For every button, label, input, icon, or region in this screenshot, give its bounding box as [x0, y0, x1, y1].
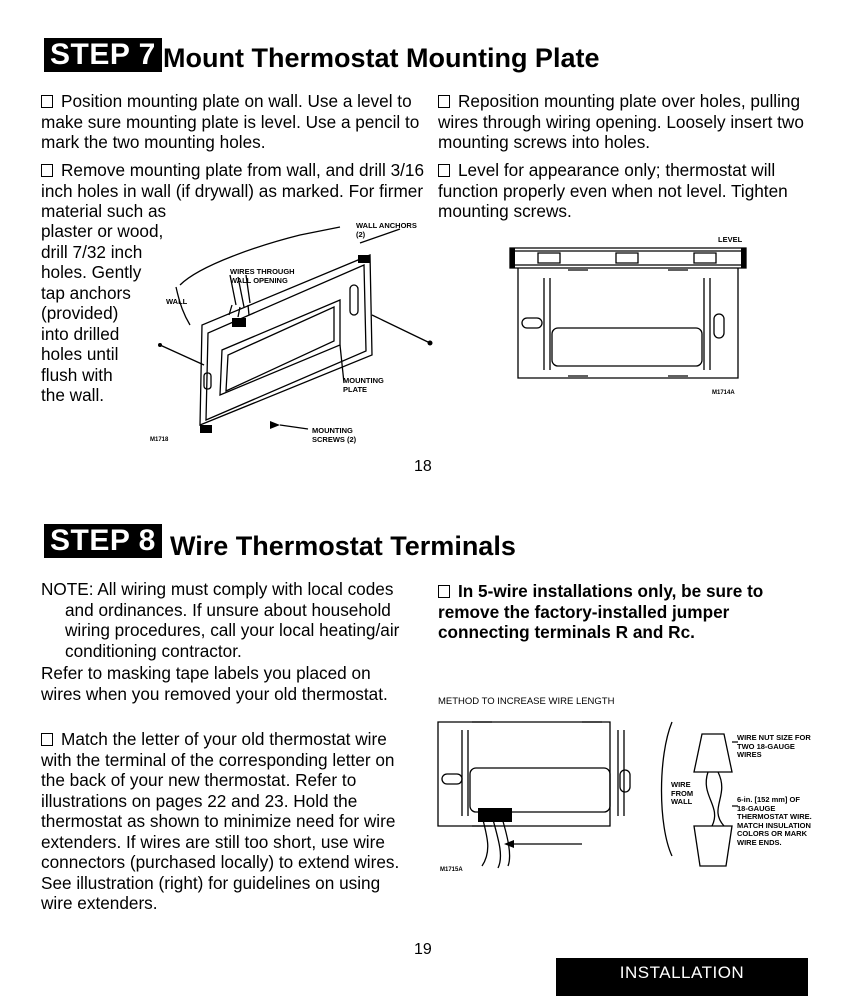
fig3-label-wire-from-wall: WIRE FROM WALL: [671, 780, 694, 806]
step7-title: Mount Thermostat Mounting Plate: [163, 43, 600, 73]
fig1-label-mounting-screws: MOUNTING SCREWS (2): [312, 426, 357, 444]
text-line: the wall.: [41, 385, 105, 405]
level-plate-illustration: [508, 244, 748, 384]
fig1-label-wall: WALL: [166, 297, 188, 306]
page-number-19: 19: [414, 941, 432, 958]
step8-note: NOTE: All wiring must comply with local codes and ordinances. If unsure about household wiring procedures, call your local heating/air conditioning contractor.: [41, 579, 400, 661]
step7-right-para2: Level for appearance only; thermostat will function properly even when not level. Tighten mounting screws.: [438, 160, 788, 221]
checkbox-icon: [438, 164, 450, 177]
fig3-label-wire-nut: WIRE NUT SIZE FOR TWO 18-GAUGE WIRES: [737, 733, 811, 759]
checkbox-icon: [41, 95, 53, 108]
fig3-caption: METHOD TO INCREASE WIRE LENGTH: [438, 696, 615, 707]
checkbox-icon: [41, 164, 53, 177]
text-line: flush with: [41, 364, 113, 385]
step8-jumper-para: In 5-wire installations only, be sure to remove the factory-installed jumper connecting terminals R and Rc.: [438, 581, 764, 642]
checkbox-icon: [438, 585, 450, 598]
installation-section-tab: INSTALLATION: [556, 958, 808, 996]
step7-left-para1: Position mounting plate on wall. Use a level to make sure mounting plate is level. Use a pencil to mark the two mounting holes.: [41, 91, 420, 152]
page-number-18: 18: [414, 458, 432, 475]
step7-left-para2: Remove mounting plate from wall, and drill 3/16 inch holes in wall (if drywall) as marked. For firmer material such as: [41, 160, 425, 221]
text-line: holes. Gently: [41, 262, 142, 282]
step8-refer: Refer to masking tape labels you placed on wires when you removed your old thermostat.: [41, 663, 388, 704]
step8-badge: STEP 8: [44, 524, 162, 558]
step7-badge: STEP 7: [44, 38, 162, 72]
fig3-code: M1715A: [440, 867, 463, 873]
text-line: plaster or wood,: [41, 221, 164, 241]
checkbox-icon: [41, 733, 53, 746]
fig2-label-level: LEVEL: [718, 235, 743, 244]
fig1-label-wall-anchors: WALL ANCHORS (2): [356, 221, 417, 239]
fig1-label-wires-through: WIRES THROUGH WALL OPENING: [230, 267, 295, 285]
step8-match-para: Match the letter of your old thermostat wire with the terminal of the corresponding letter on the back of your new thermostat. Refer to illustrations on pages 22 and 23. Hold the thermostat as shown to minimize need for wire extenders. If wires are still too short, use wire connectors (purchased locally) to extend wires. See illustration (right) for guidelines on using wire extenders.: [41, 729, 400, 913]
step8-title: Wire Thermostat Terminals: [170, 531, 516, 561]
text-line: into drilled: [41, 323, 120, 344]
fig1-label-mounting-plate: MOUNTING PLATE: [343, 376, 384, 394]
text-line: (provided): [41, 303, 119, 323]
text-line: holes until: [41, 344, 119, 364]
fig3-label-six-in: 6-in. [152 mm] OF 18-GAUGE THERMOSTAT WIRE. MATCH INSULATION COLORS OR MARK WIRE ENDS.: [737, 795, 812, 847]
step7-right-para1: Reposition mounting plate over holes, pulling wires through wiring opening. Loosely insert two mounting screws into holes.: [438, 91, 804, 152]
mounting-plate-illustration: [140, 215, 440, 450]
text-line: drill 7/32 inch: [41, 241, 143, 262]
fig1-code: M1718: [150, 437, 169, 443]
checkbox-icon: [438, 95, 450, 108]
text-line: tap anchors: [41, 282, 131, 303]
fig2-code: M1714A: [712, 390, 735, 396]
